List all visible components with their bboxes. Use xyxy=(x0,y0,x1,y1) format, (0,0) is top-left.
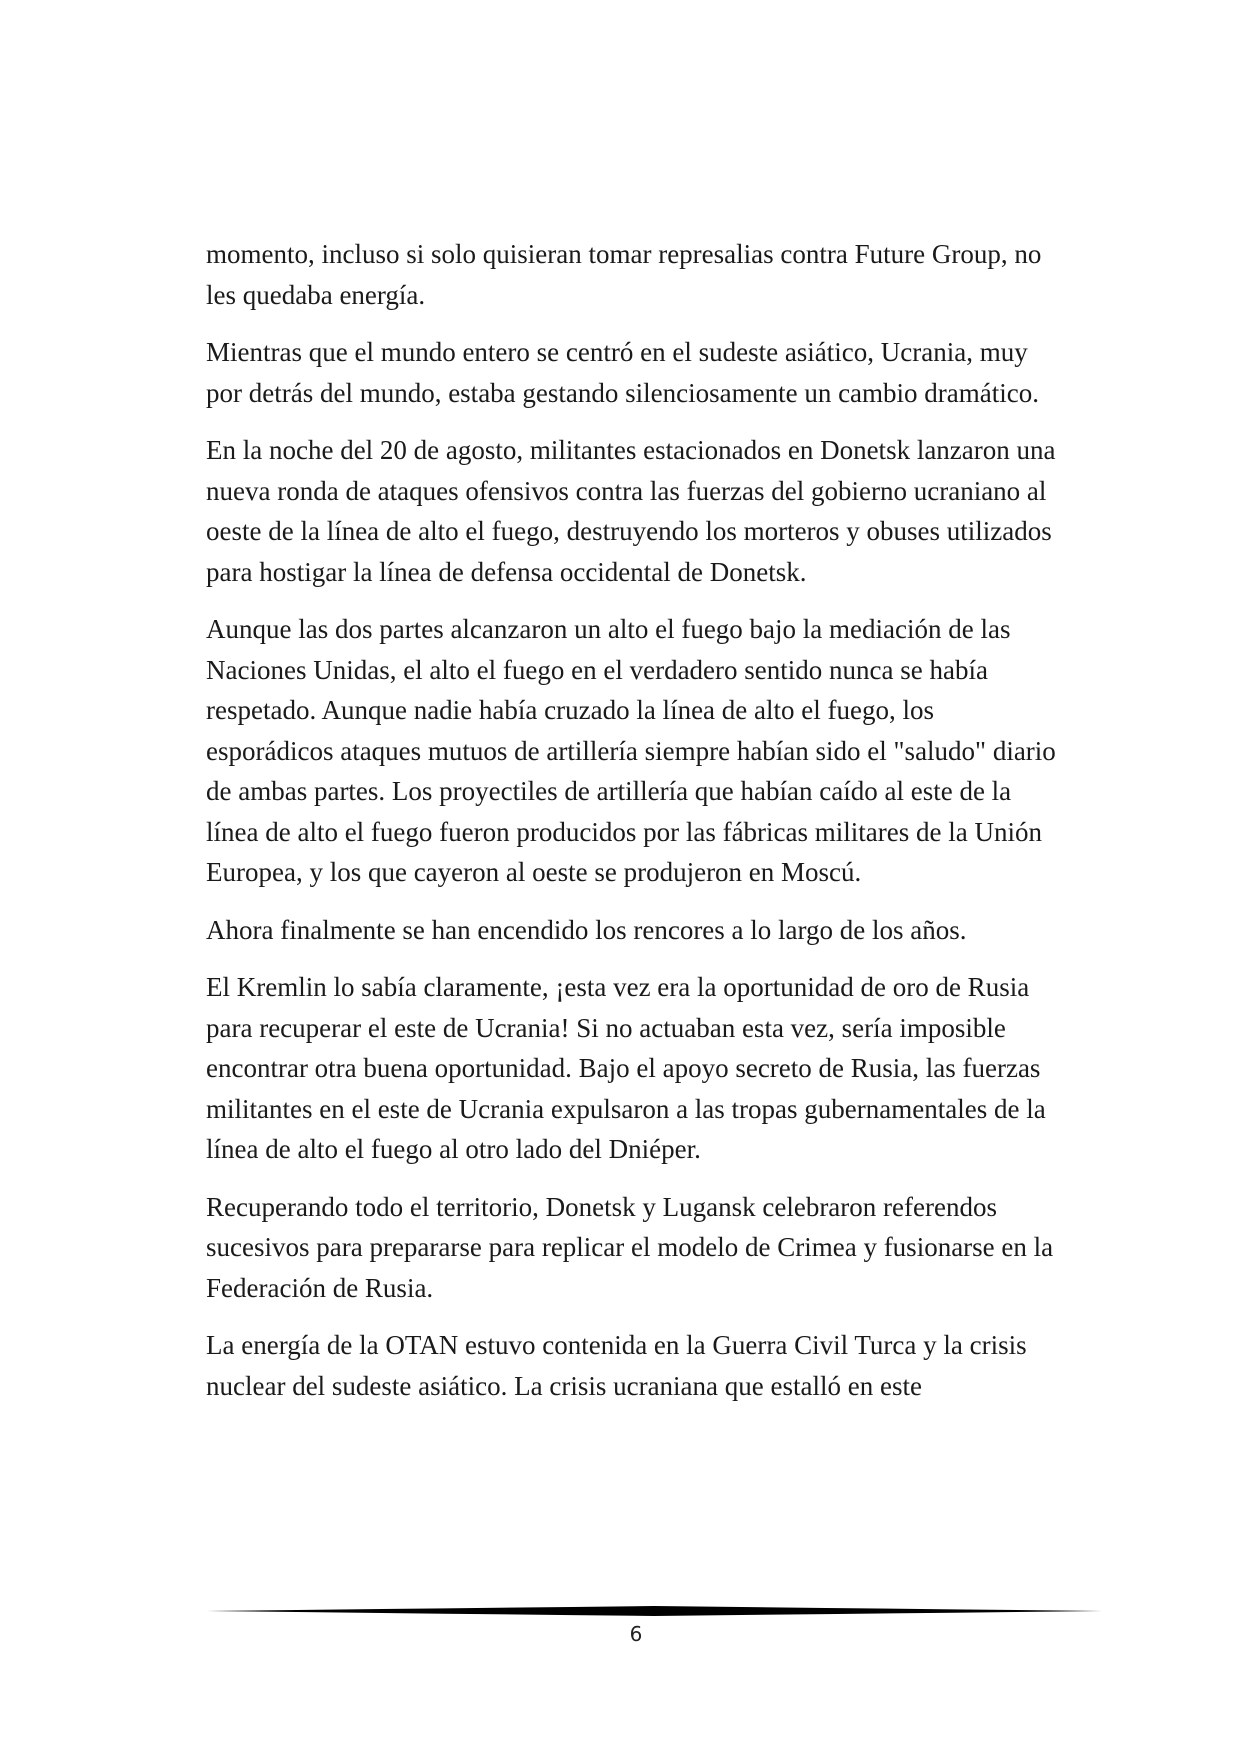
paragraph: Recuperando todo el territorio, Donetsk y Lugansk celebraron referendos sucesivos para prepararse para replicar el modelo de Crimea y fusionarse en la Federación de Rusia. xyxy=(206,1191,1054,1303)
paragraph: En la noche del 20 de agosto, militantes estacionados en Donetsk lanzaron una nueva ronda de ataques ofensivos contra las fuerzas del gobierno ucraniano al oeste de la línea de alto el fuego, destruyendo los morteros y obuses utilizados para hostigar la línea de defensa occidental de Donetsk. xyxy=(206,435,1056,587)
paragraph: Ahora finalmente se han encendido los rencores a lo largo de los años. xyxy=(206,914,967,945)
paragraph: Aunque las dos partes alcanzaron un alto el fuego bajo la mediación de las Naciones Unidas, el alto el fuego en el verdadero sentido nunca se había respetado. Aunque nadie había cruzado la línea de alto el fuego, los esporádicos ataques mutuos de artillería siempre habían sido el "saludo" diario de ambas partes. Los proyectiles de artillería que habían caído al este de la línea de alto el fuego fueron producidos por las fábricas militares de la Unión Europea, y los que cayeron al oeste se produjeron en Moscú. xyxy=(206,614,1056,887)
footer-divider xyxy=(207,1605,1102,1617)
page-number: 6 xyxy=(629,1622,643,1646)
page-body xyxy=(206,234,1066,1423)
paragraph: momento, incluso si solo quisieran tomar represalias contra Future Group, no les quedaba energía. xyxy=(206,239,1042,310)
paragraph: Mientras que el mundo entero se centró en el sudeste asiático, Ucrania, muy por detrás del mundo, estaba gestando silenciosamente un cambio dramático. xyxy=(206,337,1039,408)
paragraph: El Kremlin lo sabía claramente, ¡esta vez era la oportunidad de oro de Rusia para recuperar el este de Ucrania! Si no actuaban esta vez, sería imposible encontrar otra buena oportunidad. Bajo el apoyo secreto de Rusia, las fuerzas militantes en el este de Ucrania expulsaron a las tropas gubernamentales de la línea de alto el fuego al otro lado del Dniéper. xyxy=(206,972,1046,1164)
paragraph: La energía de la OTAN estuvo contenida en la Guerra Civil Turca y la crisis nuclear del sudeste asiático. La crisis ucraniana que estalló en este xyxy=(206,1330,1027,1401)
